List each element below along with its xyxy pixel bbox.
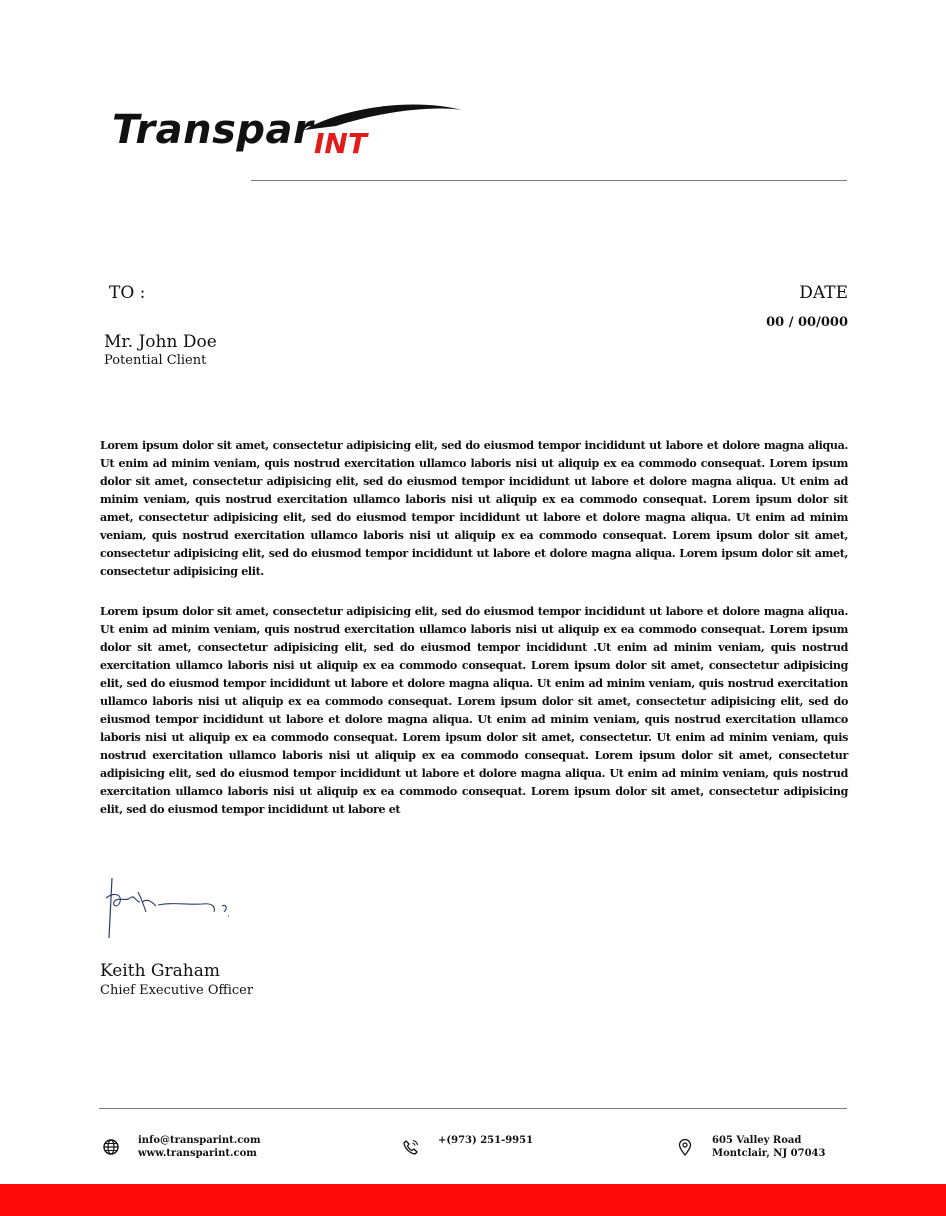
handwritten-signature	[100, 872, 240, 944]
globe-icon	[102, 1138, 120, 1156]
footer-web-contact	[102, 1135, 261, 1160]
body-paragraph-2: Lorem ipsum dolor sit amet, consectetur adipisicing elit, sed do eiusmod tempor incididunt ut labore et dolore magna aliqua. Ut enim ad minim veniam, quis nostrud exercitation ullamco laboris nisi ut aliquip ex ea commodo consequat. Lorem ipsum dolor sit amet, consectetur adipisicing elit, sed do eiusmod tempor incididunt .Ut enim ad minim veniam, quis nostrud exercitation ullamco laboris nisi ut aliquip ex ea commodo consequat. Lorem ipsum dolor sit amet, consectetur adipisicing elit, sed do eiusmod tempor incididunt ut labore et dolore magna aliqua. Ut enim ad minim veniam, quis nostrud exercitation ullamco laboris nisi ut aliquip ex ea commodo consequat. Lorem ipsum dolor sit amet, consectetur adipisicing elit, sed do eiusmod tempor incididunt ut labore et dolore magna aliqua. Ut enim ad minim veniam, quis nostrud exercitation ullamco laboris nisi ut aliquip ex ea commodo consequat. Lorem ipsum dolor sit amet, consectetur. Ut enim ad minim veniam, quis nostrud exercitation ullamco laboris nisi ut aliquip ex ea commodo consequat. Lorem ipsum dolor sit amet, consectetur adipisicing elit, sed do eiusmod tempor incididunt ut labore et dolore magna aliqua. Ut enim ad minim veniam, quis nostrud exercitation ullamco laboris nisi ut aliquip ex ea commodo consequat. Lorem ipsum dolor sit amet, consectetur adipisicing elit, sed do eiusmod tempor incididunt ut labore et	[100, 605, 848, 816]
footer-divider	[99, 1108, 847, 1109]
body-paragraph-1: Lorem ipsum dolor sit amet, consectetur adipisicing elit, sed do eiusmod tempor incididunt ut labore et dolore magna aliqua. Ut enim ad minim veniam, quis nostrud exercitation ullamco laboris nisi ut aliquip ex ea commodo consequat. Lorem ipsum dolor sit amet, consectetur adipisicing elit, sed do eiusmod tempor incididunt ut labore et dolore magna aliqua. Ut enim ad minim veniam, quis nostrud exercitation ullamco laboris nisi ut aliquip ex ea commodo consequat. Lorem ipsum dolor sit amet, consectetur adipisicing elit, sed do eiusmod tempor incididunt ut labore et dolore magna aliqua. Ut enim ad minim veniam, quis nostrud exercitation ullamco laboris nisi ut aliquip ex ea commodo consequat. Lorem ipsum dolor sit amet, consectetur adipisicing elit, sed do eiusmod tempor incididunt ut labore et dolore magna aliqua. Lorem ipsum dolor sit amet, consectetur adipisicing elit.	[100, 439, 848, 578]
footer-color-bar	[0, 1184, 946, 1216]
to-label: TO :	[109, 283, 146, 303]
footer-phone-contact	[402, 1135, 533, 1156]
date-value: 00 / 00/000	[766, 315, 848, 330]
footer-address-line-2: Montclair, NJ 07043	[712, 1147, 826, 1159]
date-label: DATE	[799, 283, 848, 303]
footer-email[interactable]: info@transparint.com	[138, 1135, 261, 1146]
footer-address	[676, 1135, 825, 1160]
logo-wordmark-accent: INT	[314, 127, 367, 160]
footer-address-line-1: 605 Valley Road	[712, 1135, 802, 1146]
company-logo	[110, 100, 390, 166]
signer-name: Keith Graham	[100, 961, 220, 981]
location-pin-icon	[676, 1138, 694, 1156]
footer-phone[interactable]: +(973) 251-9951	[438, 1135, 534, 1146]
signer-title: Chief Executive Officer	[100, 983, 254, 998]
header-divider	[251, 180, 847, 181]
logo-wordmark: Transpar	[112, 107, 314, 153]
phone-icon	[402, 1138, 420, 1156]
recipient-name: Mr. John Doe	[104, 332, 217, 352]
recipient-role: Potential Client	[104, 353, 207, 368]
footer-website[interactable]: www.transparint.com	[138, 1147, 257, 1159]
